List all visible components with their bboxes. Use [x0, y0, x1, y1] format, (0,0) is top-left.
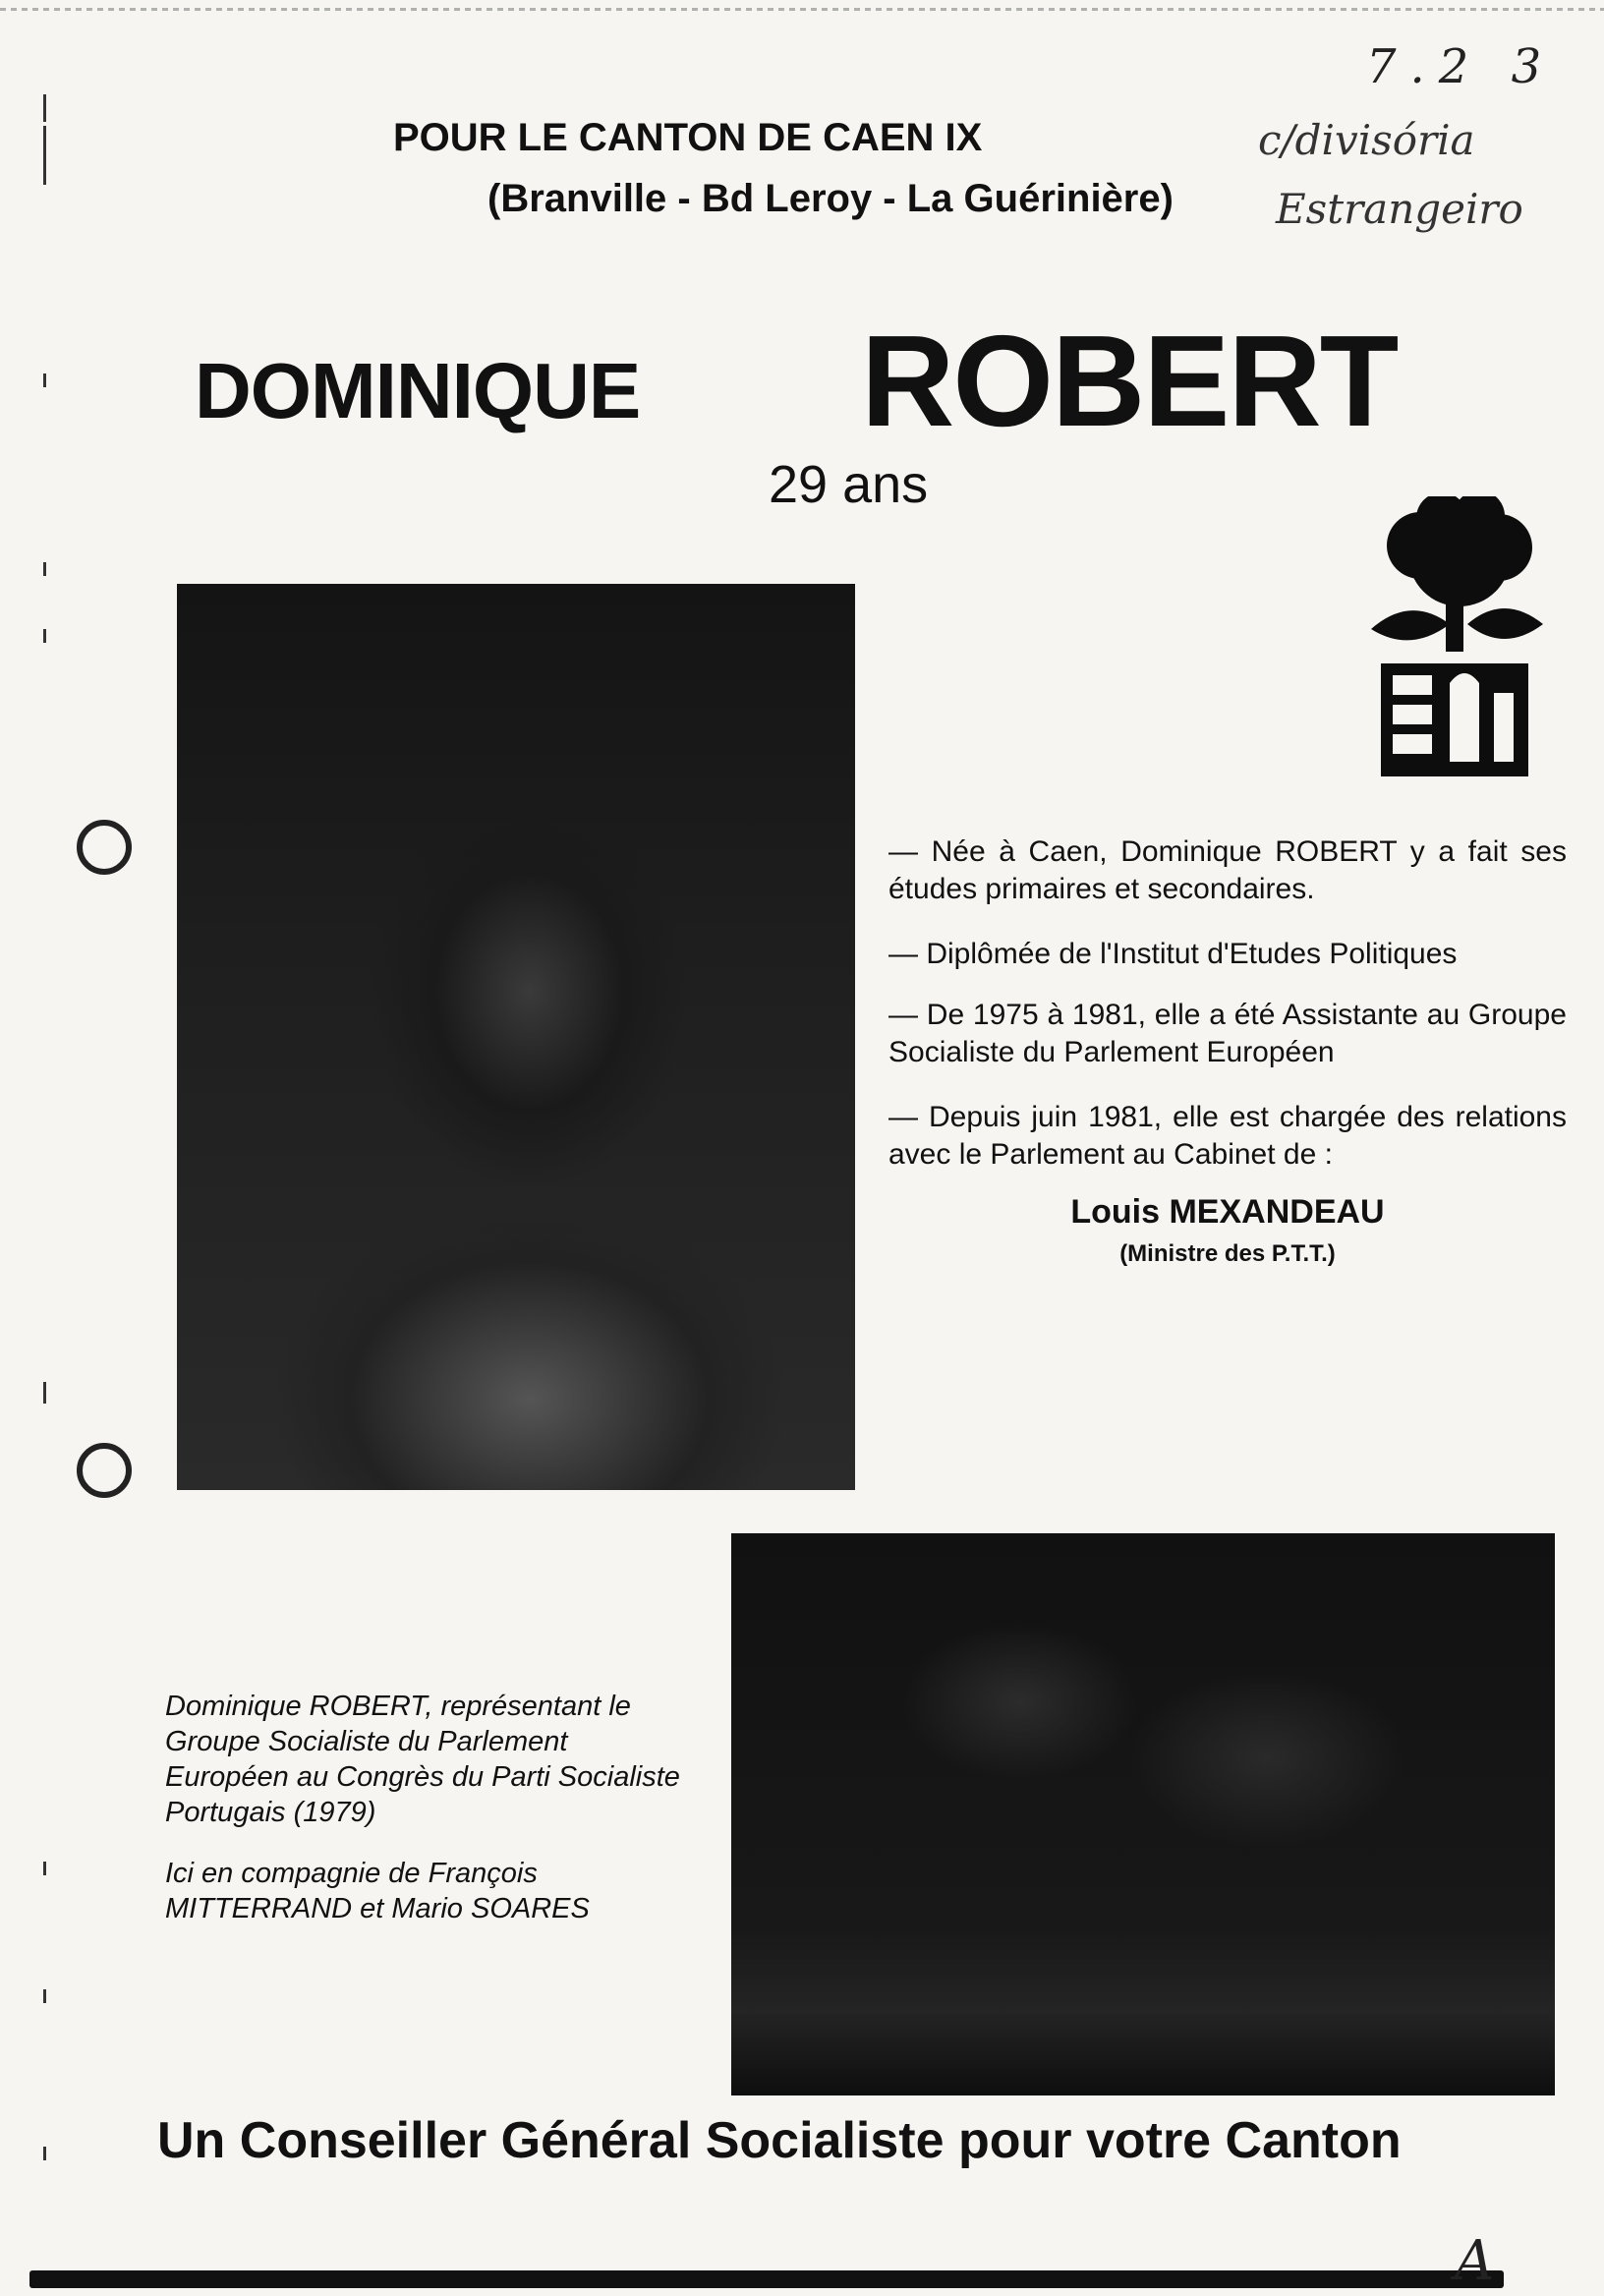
margin-mark: [43, 373, 46, 387]
canton-title: POUR LE CANTON DE CAEN IX: [393, 116, 983, 159]
handwritten-page-number: 7.2 3: [1366, 39, 1556, 94]
margin-mark: [43, 2147, 46, 2160]
canton-areas: (Branville - Bd Leroy - La Guérinière): [487, 177, 1174, 220]
punch-hole-icon: [77, 820, 132, 875]
handwritten-note-line1: c/divisória: [1258, 116, 1475, 164]
candidate-last-name: ROBERT: [861, 309, 1398, 453]
margin-mark: [43, 562, 46, 576]
candidate-first-name: DOMINIQUE: [195, 347, 641, 434]
margin-mark: [43, 1989, 46, 2003]
fist-and-rose-icon: [1351, 496, 1563, 786]
bio-item: — Née à Caen, Dominique ROBERT y a fait ses études primaires et secondaires.: [888, 835, 1567, 905]
campaign-slogan: Un Conseiller Général Socialiste pour votre Canton: [157, 2112, 1402, 2169]
margin-mark: [43, 94, 46, 122]
candidate-age: 29 ans: [769, 455, 929, 514]
photo-caption: Dominique ROBERT, représentant le Groupe Socialiste du Parlement Européen au Congrès du Parti Socialiste Portugais (1979): [165, 1691, 680, 1828]
congress-photo: [731, 1533, 1555, 2095]
bio-item: — De 1975 à 1981, elle a été Assistante au Groupe Socialiste du Parlement Européen: [888, 999, 1567, 1068]
bottom-scan-border: [29, 2270, 1504, 2288]
punch-hole-icon: [77, 1443, 132, 1498]
margin-mark: [43, 1382, 46, 1404]
bio-item: — Diplômée de l'Institut d'Etudes Politiques: [888, 938, 1458, 970]
bio-item: — Depuis juin 1981, elle est chargée des relations avec le Parlement au Cabinet de :: [888, 1101, 1567, 1171]
handwritten-bottom-mark: A: [1455, 2229, 1495, 2293]
photo-caption-companions: Ici en compagnie de François MITTERRAND et Mario SOARES: [165, 1858, 590, 1924]
margin-mark: [43, 126, 46, 185]
minister-name: Louis MEXANDEAU: [1070, 1193, 1385, 1231]
minister-title: (Ministre des P.T.T.): [1119, 1240, 1336, 1267]
candidate-portrait-photo: [177, 584, 855, 1490]
top-scan-border: [0, 8, 1604, 11]
margin-mark: [43, 629, 46, 643]
margin-mark: [43, 1862, 46, 1875]
handwritten-note-line2: Estrangeiro: [1276, 185, 1523, 233]
